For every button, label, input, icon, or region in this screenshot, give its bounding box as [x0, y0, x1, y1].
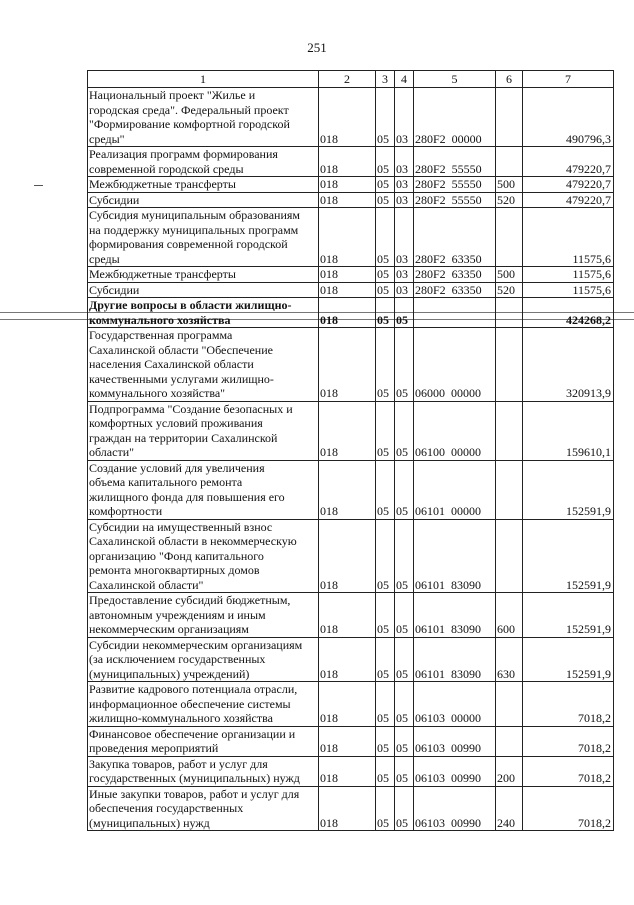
cell-pr: 05 — [395, 328, 414, 402]
cell-rz: 05 — [376, 282, 395, 298]
row-name-line: Подпрограмма "Создание безопасных и — [89, 401, 293, 416]
cell-amount: 152591,9 — [523, 593, 614, 638]
cell-csr: 06101 83090 — [414, 519, 496, 593]
row-name-line: комфортных условий проживания — [89, 416, 263, 430]
column-header: 1 — [88, 71, 319, 88]
cell-vr — [496, 328, 523, 402]
cell-pr: 03 — [395, 267, 414, 283]
table-row — [88, 682, 614, 727]
cell-amount: 320913,9 — [523, 328, 614, 402]
cell-rz: 05 — [376, 460, 395, 519]
row-name — [88, 593, 319, 638]
row-name-line: среды — [89, 251, 120, 266]
cell-rz: 05 — [376, 177, 395, 193]
row-name-line: автономным учреждениям и иным — [89, 607, 266, 622]
cell-amount: 479220,7 — [523, 147, 614, 177]
cell-ved: 018 — [319, 519, 376, 593]
row-name-line: Субсидии — [89, 282, 140, 297]
table-row — [88, 282, 614, 298]
cell-pr: 03 — [395, 282, 414, 298]
table-row — [88, 177, 614, 193]
cell-pr: 05 — [395, 637, 414, 682]
cell-amount: 159610,1 — [523, 401, 614, 460]
row-name-line: Реализация программ формирования — [89, 147, 278, 161]
header-row — [88, 71, 614, 88]
cell-vr: 630 — [496, 637, 523, 682]
cell-csr — [414, 298, 496, 328]
cell-csr: 06101 00000 — [414, 460, 496, 519]
cell-amount: 11575,6 — [523, 282, 614, 298]
table-row — [88, 519, 614, 593]
table-row — [88, 208, 614, 267]
cell-amount: 7018,2 — [523, 756, 614, 786]
cell-ved: 018 — [319, 682, 376, 727]
table-row — [88, 726, 614, 756]
cell-rz: 05 — [376, 147, 395, 177]
table-row — [88, 756, 614, 786]
cell-rz: 05 — [376, 593, 395, 638]
cell-rz: 05 — [376, 682, 395, 727]
cell-amount: 7018,2 — [523, 682, 614, 727]
row-name-line: Сахалинской области" — [89, 577, 204, 592]
row-name-line: Субсидия муниципальным образованиям — [89, 208, 301, 222]
row-name-line: среды" — [89, 131, 125, 146]
row-name-line: (за исключением государственных — [89, 652, 266, 666]
table-row — [88, 786, 614, 831]
cell-vr — [496, 298, 523, 328]
cell-csr: 06103 00990 — [414, 756, 496, 786]
cell-rz: 05 — [376, 726, 395, 756]
row-name-line: граждан на территории Сахалинской — [89, 430, 278, 445]
cell-pr: 05 — [395, 726, 414, 756]
row-name-line: населения Сахалинской области — [89, 357, 254, 371]
cell-rz: 05 — [376, 786, 395, 831]
cell-vr — [496, 460, 523, 519]
column-header: 6 — [496, 71, 523, 88]
cell-ved: 018 — [319, 328, 376, 402]
cell-ved: 018 — [319, 756, 376, 786]
row-name-line: Предоставление субсидий бюджетным, — [89, 593, 291, 607]
table-row — [88, 460, 614, 519]
row-name — [88, 726, 319, 756]
cell-vr — [496, 147, 523, 177]
cell-ved: 018 — [319, 267, 376, 283]
table-body — [88, 88, 614, 831]
cell-csr: 280F2 55550 — [414, 192, 496, 208]
table-row — [88, 147, 614, 177]
row-name-line: Субсидии некоммерческим организациям — [89, 637, 303, 652]
cell-ved: 018 — [319, 726, 376, 756]
row-name-line: на поддержку муниципальных программ — [89, 222, 299, 237]
cell-ved: 018 — [319, 88, 376, 147]
cell-pr: 05 — [395, 460, 414, 519]
row-name-line: Субсидии — [89, 192, 140, 207]
column-header: 3 — [376, 71, 395, 88]
table-row — [88, 328, 614, 402]
cell-ved: 018 — [319, 637, 376, 682]
cell-pr: 05 — [395, 593, 414, 638]
cell-pr: 03 — [395, 192, 414, 208]
cell-rz: 05 — [376, 192, 395, 208]
cell-csr: 280F2 63350 — [414, 282, 496, 298]
cell-amount: 152591,9 — [523, 637, 614, 682]
row-name — [88, 682, 319, 727]
cell-csr: 06100 00000 — [414, 401, 496, 460]
table-row — [88, 267, 614, 283]
cell-rz: 05 — [376, 208, 395, 267]
cell-rz: 05 — [376, 267, 395, 283]
row-name-line: городская среда". Федеральный проект — [89, 102, 289, 117]
row-name-line: проведения мероприятий — [89, 741, 219, 755]
row-name-line: (муниципальных) нужд — [89, 815, 210, 830]
cell-ved: 018 — [319, 460, 376, 519]
table-row — [88, 593, 614, 638]
cell-pr: 03 — [395, 88, 414, 147]
row-name-line: Национальный проект "Жилье и — [89, 88, 256, 102]
cell-ved: 018 — [319, 208, 376, 267]
column-header: 7 — [523, 71, 614, 88]
row-name-line: Межбюджетные трансферты — [89, 177, 236, 191]
row-name — [88, 267, 319, 283]
cell-ved: 018 — [319, 298, 376, 328]
cell-amount: 479220,7 — [523, 177, 614, 193]
row-name — [88, 177, 319, 193]
table-row — [88, 192, 614, 208]
table-row — [88, 401, 614, 460]
cell-amount: 424268,2 — [523, 298, 614, 328]
row-name — [88, 460, 319, 519]
cell-csr: 06000 00000 — [414, 328, 496, 402]
cell-csr: 280F2 55550 — [414, 177, 496, 193]
row-name-line: Иные закупки товаров, работ и услуг для — [89, 786, 300, 801]
row-name — [88, 298, 319, 328]
cell-csr: 280F2 63350 — [414, 208, 496, 267]
row-name-line: формирования современной городской — [89, 237, 288, 251]
row-name-line: коммунального хозяйства — [89, 312, 231, 327]
cell-csr: 06101 83090 — [414, 637, 496, 682]
row-name-line: (муниципальных) учреждений) — [89, 666, 250, 681]
cell-ved: 018 — [319, 593, 376, 638]
cell-amount: 7018,2 — [523, 726, 614, 756]
cell-rz: 05 — [376, 88, 395, 147]
row-name — [88, 756, 319, 786]
row-name-line: коммунального хозяйства" — [89, 386, 226, 400]
cell-ved: 018 — [319, 401, 376, 460]
cell-ved: 018 — [319, 786, 376, 831]
cell-amount: 11575,6 — [523, 267, 614, 283]
row-name — [88, 88, 319, 147]
table-row — [88, 637, 614, 682]
row-name — [88, 282, 319, 298]
row-name-line: Межбюджетные трансферты — [89, 267, 236, 281]
row-name — [88, 208, 319, 267]
cell-csr: 06103 00000 — [414, 682, 496, 727]
cell-pr: 05 — [395, 298, 414, 328]
cell-pr: 05 — [395, 519, 414, 593]
cell-csr: 06103 00990 — [414, 786, 496, 831]
cell-vr — [496, 208, 523, 267]
table-row — [88, 298, 614, 328]
cell-ved: 018 — [319, 177, 376, 193]
cell-rz: 05 — [376, 328, 395, 402]
row-name-line: Субсидии на имущественный взнос — [89, 519, 273, 534]
page-number: 251 — [307, 40, 327, 55]
budget-table — [87, 70, 614, 831]
row-name-line: области" — [89, 445, 135, 459]
row-name — [88, 786, 319, 831]
cell-vr — [496, 88, 523, 147]
row-name-line: Создание условий для увеличения — [89, 460, 265, 475]
row-name-line: современной городской среды — [89, 161, 244, 176]
cell-vr: 520 — [496, 192, 523, 208]
cell-pr: 03 — [395, 177, 414, 193]
cell-amount: 152591,9 — [523, 460, 614, 519]
cell-amount: 11575,6 — [523, 208, 614, 267]
cell-vr — [496, 726, 523, 756]
row-name-line: комфортности — [89, 504, 163, 518]
cell-vr: 500 — [496, 267, 523, 283]
cell-vr: 600 — [496, 593, 523, 638]
cell-csr: 280F2 00000 — [414, 88, 496, 147]
cell-vr: 240 — [496, 786, 523, 831]
row-name — [88, 637, 319, 682]
cell-csr: 280F2 55550 — [414, 147, 496, 177]
row-name-line: Финансовое обеспечение организации и — [89, 726, 296, 741]
row-name-line: жилищно-коммунального хозяйства — [89, 711, 273, 725]
cell-rz: 05 — [376, 298, 395, 328]
cell-rz: 05 — [376, 519, 395, 593]
column-header: 2 — [319, 71, 376, 88]
cell-vr: 200 — [496, 756, 523, 786]
cell-rz: 05 — [376, 401, 395, 460]
cell-pr: 03 — [395, 208, 414, 267]
row-name-line: Развитие кадрового потенциала отрасли, — [89, 682, 298, 696]
row-name-line: организацию "Фонд капитального — [89, 548, 264, 563]
row-name-line: качественными услугами жилищно- — [89, 371, 274, 386]
cell-vr: 500 — [496, 177, 523, 193]
cell-vr: 520 — [496, 282, 523, 298]
row-name-line: жилищного фонда для повышения его — [89, 489, 285, 504]
column-header: 5 — [414, 71, 496, 88]
cell-amount: 152591,9 — [523, 519, 614, 593]
scan-mark — [34, 185, 43, 186]
table-row — [88, 88, 614, 147]
row-name-line: некоммерческим организациям — [89, 622, 249, 636]
cell-amount: 490796,3 — [523, 88, 614, 147]
cell-pr: 03 — [395, 147, 414, 177]
cell-vr — [496, 682, 523, 727]
row-name-line: объема капитального ремонта — [89, 475, 243, 489]
column-header: 4 — [395, 71, 414, 88]
cell-csr: 280F2 63350 — [414, 267, 496, 283]
row-name-line: информационное обеспечение системы — [89, 696, 291, 711]
row-name-line: Сахалинской области "Обеспечение — [89, 342, 273, 357]
row-name — [88, 147, 319, 177]
row-name-line: Другие вопросы в области жилищно- — [89, 298, 292, 312]
row-name-line: Закупка товаров, работ и услуг для — [89, 756, 268, 771]
cell-rz: 05 — [376, 756, 395, 786]
row-name-line: Сахалинской области в некоммерческую — [89, 534, 297, 548]
row-name-line: государственных (муниципальных) нужд — [89, 771, 300, 785]
cell-vr — [496, 519, 523, 593]
cell-pr: 05 — [395, 682, 414, 727]
cell-pr: 05 — [395, 756, 414, 786]
cell-rz: 05 — [376, 637, 395, 682]
cell-csr: 06103 00990 — [414, 726, 496, 756]
cell-amount: 7018,2 — [523, 786, 614, 831]
row-name-line: Государственная программа — [89, 328, 233, 342]
row-name-line: "Формирование комфортной городской — [89, 117, 290, 131]
cell-ved: 018 — [319, 282, 376, 298]
row-name-line: ремонта многоквартирных домов — [89, 563, 260, 577]
cell-ved: 018 — [319, 192, 376, 208]
cell-amount: 479220,7 — [523, 192, 614, 208]
cell-csr: 06101 83090 — [414, 593, 496, 638]
row-name — [88, 328, 319, 402]
row-name — [88, 401, 319, 460]
row-name — [88, 192, 319, 208]
row-name — [88, 519, 319, 593]
row-name-line: обеспечения государственных — [89, 801, 244, 815]
cell-vr — [496, 401, 523, 460]
cell-pr: 05 — [395, 401, 414, 460]
cell-pr: 05 — [395, 786, 414, 831]
cell-ved: 018 — [319, 147, 376, 177]
